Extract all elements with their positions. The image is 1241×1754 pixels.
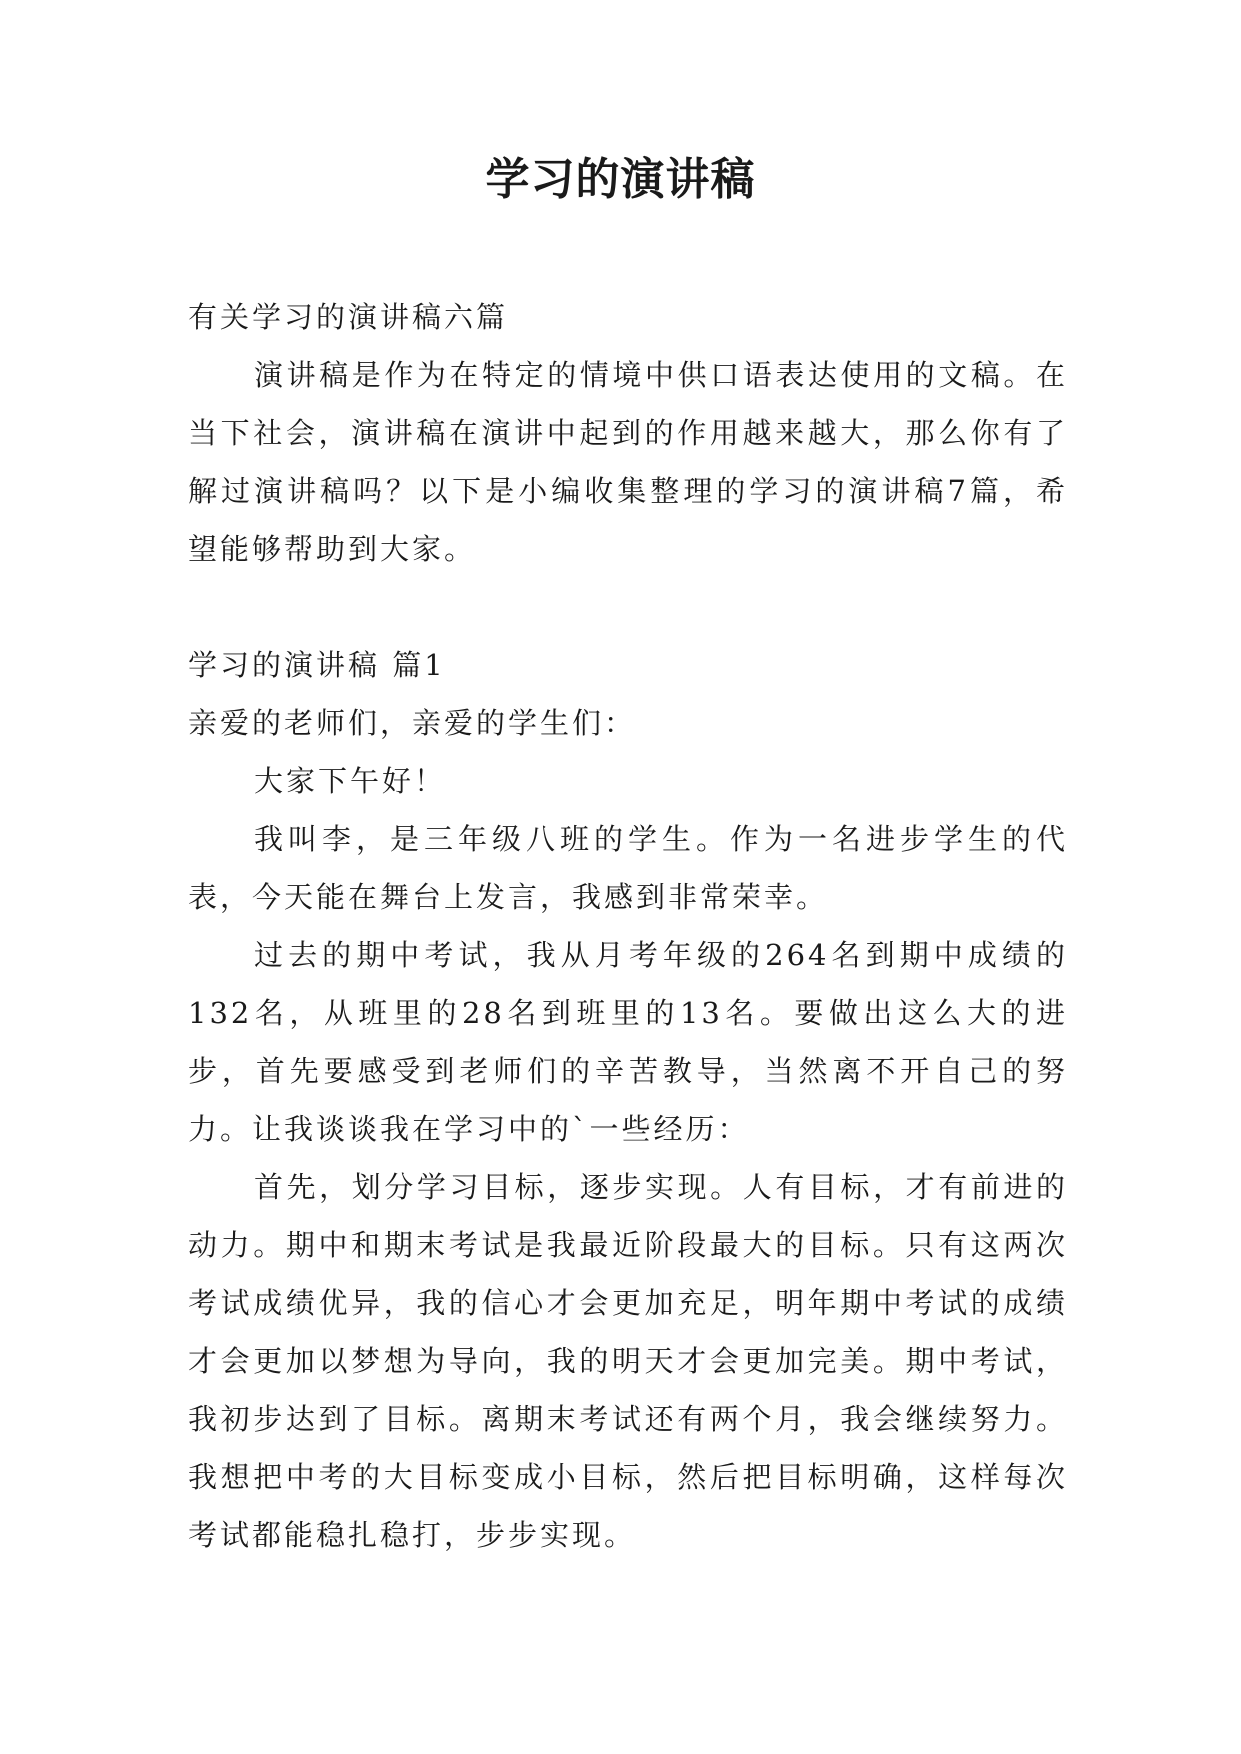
subtitle: 有关学习的演讲稿六篇 [188,300,509,334]
salutation: 亲爱的老师们，亲爱的学生们： [188,706,637,740]
document-body [188,288,1068,1564]
paragraph-progress: 过去的期中考试，我从月考年级的264名到期中成绩的132名，从班里的28名到班里的13名。要做出这么大的进步，首先要感受到老师们的辛苦教导，当然离不开自己的努力。让我谈谈我在学习中的`一些经历： [188,938,1068,1146]
section-heading: 学习的演讲稿 篇1 [188,648,446,682]
intro-paragraph: 演讲稿是作为在特定的情境中供口语表达使用的文稿。在当下社会，演讲稿在演讲中起到的作用越来越大，那么你有了解过演讲稿吗？以下是小编收集整理的学习的演讲稿7篇，希望能够帮助到大家。 [188,358,1068,566]
paragraph-greeting: 大家下午好！ [254,764,447,798]
document-title: 学习的演讲稿 [485,154,756,205]
paragraph-introduction: 我叫李，是三年级八班的学生。作为一名进步学生的代表，今天能在舞台上发言，我感到非常荣幸。 [188,822,1068,914]
section-spacer [188,578,1068,636]
paragraph-goals: 首先，划分学习目标，逐步实现。人有目标，才有前进的动力。期中和期末考试是我最近阶段最大的目标。只有这两次考试成绩优异，我的信心才会更加充足，明年期中考试的成绩才会更加以梦想为导向，我的明天才会更加完美。期中考试，我初步达到了目标。离期末考试还有两个月，我会继续努力。我想把中考的大目标变成小目标，然后把目标明确，这样每次考试都能稳扎稳打，步步实现。 [188,1170,1068,1552]
